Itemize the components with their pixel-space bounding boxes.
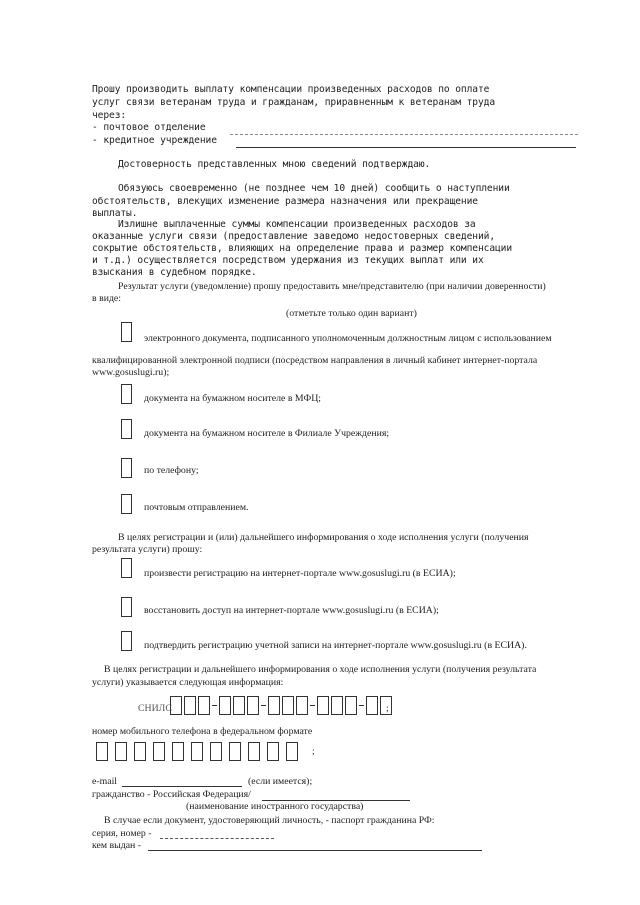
phone-number-cell[interactable]: [286, 742, 298, 761]
confirm-account-label: подтвердить регистрацию учетной записи на интернет-портале www.gosuslugi.ru (в ЕСИА).: [144, 640, 527, 651]
phone-number-cell[interactable]: [153, 742, 165, 761]
restore-access-label: восстановить доступ на интернет-портале www.gosuslugi.ru (в ЕСИА);: [144, 605, 439, 616]
snils-cell[interactable]: [366, 696, 378, 715]
issued-by-label: кем выдан -: [92, 840, 142, 851]
snils-cell[interactable]: [268, 696, 280, 715]
snils-end: ;: [386, 703, 389, 714]
register-label: произвести регистрацию на интернет-портале www.gosuslugi.ru (в ЕСИА);: [144, 568, 456, 579]
snils-dash: [359, 705, 364, 706]
phone-number-cell[interactable]: [210, 742, 222, 761]
payment-request-line-1: Прошу производить выплату компенсации произведенных расходов по оплате: [92, 84, 490, 95]
excess-line-2: оказанные услуги связи (предоставление заведомо недостоверных сведений,: [92, 231, 495, 242]
confirm-statement: Достоверность представленных мною сведений подтверждаю.: [118, 159, 431, 170]
postal-office-label: - почтовое отделение: [92, 122, 206, 133]
undertaking-line-2: обстоятельств, влекущих изменение размера назначения или прекращение: [92, 196, 478, 207]
info-line-2: услуги) указывается следующая информация:: [92, 677, 284, 688]
phone-number-cell[interactable]: [134, 742, 146, 761]
paper-branch-checkbox[interactable]: [121, 419, 132, 439]
snils-dash: [261, 705, 266, 706]
snils-cell[interactable]: [331, 696, 343, 715]
post-checkbox[interactable]: [121, 494, 132, 514]
email-note: (если имеется);: [248, 776, 313, 787]
phone-number-input[interactable]: [96, 742, 308, 762]
snils-cell[interactable]: [317, 696, 329, 715]
phone-label: по телефону;: [144, 465, 199, 476]
registration-line-2: результата услуги) прошу:: [92, 544, 203, 555]
series-number-label: серия, номер -: [92, 828, 152, 839]
snils-cell[interactable]: [219, 696, 231, 715]
credit-institution-label: - кредитное учреждение: [92, 135, 217, 146]
citizenship-note: (наименование иностранного государства): [186, 801, 364, 812]
electronic-document-label-3: www.gosuslugi.ru);: [92, 367, 170, 378]
snils-cell[interactable]: [170, 696, 182, 715]
electronic-document-label-2: квалифицированной электронной подписи (посредством направления в личный кабинет интернет-портала: [92, 355, 538, 366]
registration-line-1: В целях регистрации и (или) дальнейшего информирования о ходе исполнения услуги (получения: [118, 532, 529, 543]
payment-request-line-3: через:: [92, 110, 127, 121]
snils-dash: [310, 705, 315, 706]
snils-input[interactable]: [170, 696, 392, 716]
phone-checkbox[interactable]: [121, 458, 132, 478]
restore-access-checkbox[interactable]: [121, 597, 132, 617]
excess-line-3: сокрытие обстоятельств, влияющих на определение права и размер компенсации: [92, 243, 513, 254]
phone-number-cell[interactable]: [96, 742, 108, 761]
confirm-account-checkbox[interactable]: [121, 631, 132, 651]
snils-cell[interactable]: [345, 696, 357, 715]
series-number-field[interactable]: [160, 838, 274, 839]
phone-number-cell[interactable]: [115, 742, 127, 761]
phone-number-cell[interactable]: [172, 742, 184, 761]
paper-branch-label: документа на бумажном носителе в Филиале Учреждения;: [144, 428, 390, 439]
undertaking-line-3: выплаты.: [92, 208, 138, 219]
result-line-1: Результат услуги (уведомление) прошу предоставить мне/представителю (при наличии доверенности): [118, 281, 546, 292]
electronic-document-checkbox[interactable]: [121, 322, 132, 342]
credit-institution-field[interactable]: [236, 147, 576, 148]
paper-mfc-checkbox[interactable]: [121, 384, 132, 404]
undertaking-line-1: Обязуюсь своевременно (не позднее чем 10 дней) сообщить о наступлении: [118, 183, 510, 194]
citizenship-label: гражданство - Российская Федерация/: [92, 789, 251, 800]
snils-label: СНИЛС: [138, 703, 172, 714]
excess-line-4: и т.д.) осуществляется посредством удержания из текущих выплат или их: [92, 255, 484, 266]
register-checkbox[interactable]: [121, 558, 132, 578]
result-line-2: в виде:: [92, 293, 121, 304]
passport-line: В случае если документ, удостоверяющий личность, - паспорт гражданина РФ:: [104, 815, 435, 826]
snils-cell[interactable]: [184, 696, 196, 715]
post-label: почтовым отправлением.: [144, 502, 249, 513]
excess-line-5: взыскания в судебном порядке.: [92, 267, 257, 278]
paper-mfc-label: документа на бумажном носителе в МФЦ;: [144, 393, 322, 404]
issued-by-field[interactable]: [148, 850, 482, 851]
email-label: e-mail: [92, 776, 118, 787]
phone-number-cell[interactable]: [267, 742, 279, 761]
phone-number-cell[interactable]: [248, 742, 260, 761]
snils-cell[interactable]: [233, 696, 245, 715]
snils-cell[interactable]: [247, 696, 259, 715]
snils-cell[interactable]: [282, 696, 294, 715]
phone-number-cell[interactable]: [191, 742, 203, 761]
snils-cell[interactable]: [296, 696, 308, 715]
phone-number-label: номер мобильного телефона в федеральном формате: [92, 726, 313, 737]
email-field[interactable]: [122, 786, 242, 787]
info-line-1: В целях регистрации и дальнейшего информирования о ходе исполнения услуги (получения результата: [104, 664, 537, 675]
snils-dash: [212, 705, 217, 706]
phone-number-cell[interactable]: [229, 742, 241, 761]
phone-number-end: ;: [312, 746, 315, 757]
one-option-note: (отметьте только один вариант): [286, 308, 417, 319]
postal-office-field[interactable]: [230, 134, 578, 135]
payment-request-line-2: услуг связи ветеранам труда и гражданам, приравненным к ветеранам труда: [92, 97, 495, 108]
snils-cell[interactable]: [198, 696, 210, 715]
excess-line-1: Излишне выплаченные суммы компенсации произведенных расходов за: [118, 219, 476, 230]
electronic-document-label-1: электронного документа, подписанного уполномоченным должностным лицом с использованием: [144, 333, 552, 344]
